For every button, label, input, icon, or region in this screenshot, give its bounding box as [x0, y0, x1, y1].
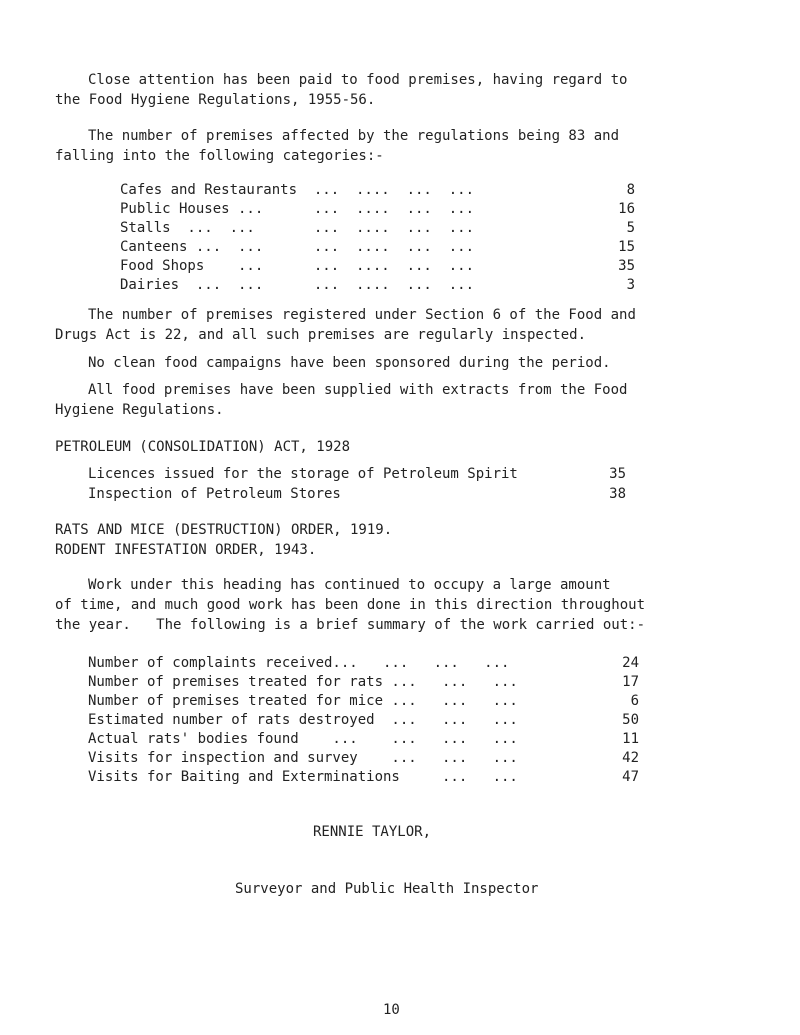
list-item — [120, 199, 635, 220]
category-label: Public Houses ... ... .... ... ... — [120, 201, 475, 217]
list-item — [88, 653, 639, 674]
list-item — [88, 691, 639, 712]
list-item — [120, 237, 635, 258]
category-count: 16 — [618, 201, 635, 217]
rats-heading-1: RATS AND MICE (DESTRUCTION) ORDER, 1919. — [55, 522, 393, 538]
category-count: 35 — [618, 258, 635, 274]
summary-value: 50 — [622, 712, 639, 728]
summary-value: 42 — [622, 750, 639, 766]
list-item — [120, 275, 635, 296]
no-campaigns-line: No clean food campaigns have been sponsored during the period. — [88, 355, 611, 371]
intro-line-3: The number of premises affected by the regulations being 83 and — [88, 128, 620, 144]
list-item — [120, 180, 635, 201]
summary-label: Number of complaints received... ... ... ... — [88, 655, 510, 671]
category-count: 3 — [626, 277, 635, 293]
intro-line-4: falling into the following categories:- — [55, 148, 384, 164]
summary-label: Number of premises treated for mice ... ... ... — [88, 693, 518, 709]
category-count: 8 — [626, 182, 635, 198]
list-item — [120, 256, 635, 277]
rats-paragraph-line-1: Work under this heading has continued to occupy a large amount — [88, 577, 611, 593]
intro-line-1: Close attention has been paid to food premises, having regard to — [88, 72, 628, 88]
summary-value: 24 — [622, 655, 639, 671]
extracts-line-1: All food premises have been supplied with extracts from the Food — [88, 382, 628, 398]
intro-line-2: the Food Hygiene Regulations, 1955-56. — [55, 92, 376, 108]
registered-line-1: The number of premises registered under Section 6 of the Food and — [88, 307, 636, 323]
petroleum-heading: PETROLEUM (CONSOLIDATION) ACT, 1928 — [55, 439, 351, 455]
category-label: Cafes and Restaurants ... .... ... ... — [120, 182, 475, 198]
list-item — [88, 484, 626, 505]
category-label: Canteens ... ... ... .... ... ... — [120, 239, 475, 255]
summary-value: 6 — [630, 693, 639, 709]
list-item — [88, 767, 639, 788]
rats-heading-2: RODENT INFESTATION ORDER, 1943. — [55, 542, 317, 558]
category-count: 15 — [618, 239, 635, 255]
petroleum-item-value: 38 — [609, 486, 626, 502]
list-item — [88, 748, 639, 769]
category-label: Dairies ... ... ... .... ... ... — [120, 277, 475, 293]
page-number: 10 — [383, 1002, 400, 1018]
list-item — [88, 672, 639, 693]
list-item — [88, 729, 639, 750]
petroleum-item-label: Licences issued for the storage of Petroleum Spirit — [88, 466, 518, 482]
petroleum-item-value: 35 — [609, 466, 626, 482]
category-count: 5 — [626, 220, 635, 236]
summary-label: Visits for Baiting and Exterminations ... ... — [88, 769, 518, 785]
signature-name: RENNIE TAYLOR, — [313, 824, 432, 840]
summary-label: Actual rats' bodies found ... ... ... ... — [88, 731, 518, 747]
summary-label: Estimated number of rats destroyed ... ... ... — [88, 712, 518, 728]
summary-value: 47 — [622, 769, 639, 785]
extracts-line-2: Hygiene Regulations. — [55, 402, 224, 418]
category-label: Food Shops ... ... .... ... ... — [120, 258, 475, 274]
rats-paragraph-line-2: of time, and much good work has been done in this direction throughout — [55, 597, 646, 613]
registered-line-2: Drugs Act is 22, and all such premises are regularly inspected. — [55, 327, 587, 343]
summary-label: Number of premises treated for rats ... ... ... — [88, 674, 518, 690]
list-item — [88, 464, 626, 485]
summary-value: 17 — [622, 674, 639, 690]
rats-paragraph-line-3: the year. The following is a brief summary of the work carried out:- — [55, 617, 646, 633]
list-item — [88, 710, 639, 731]
signature-title: Surveyor and Public Health Inspector — [235, 881, 539, 897]
petroleum-item-label: Inspection of Petroleum Stores — [88, 486, 341, 502]
summary-label: Visits for inspection and survey ... ... ... — [88, 750, 518, 766]
category-label: Stalls ... ... ... .... ... ... — [120, 220, 475, 236]
list-item — [120, 218, 635, 239]
summary-value: 11 — [622, 731, 639, 747]
